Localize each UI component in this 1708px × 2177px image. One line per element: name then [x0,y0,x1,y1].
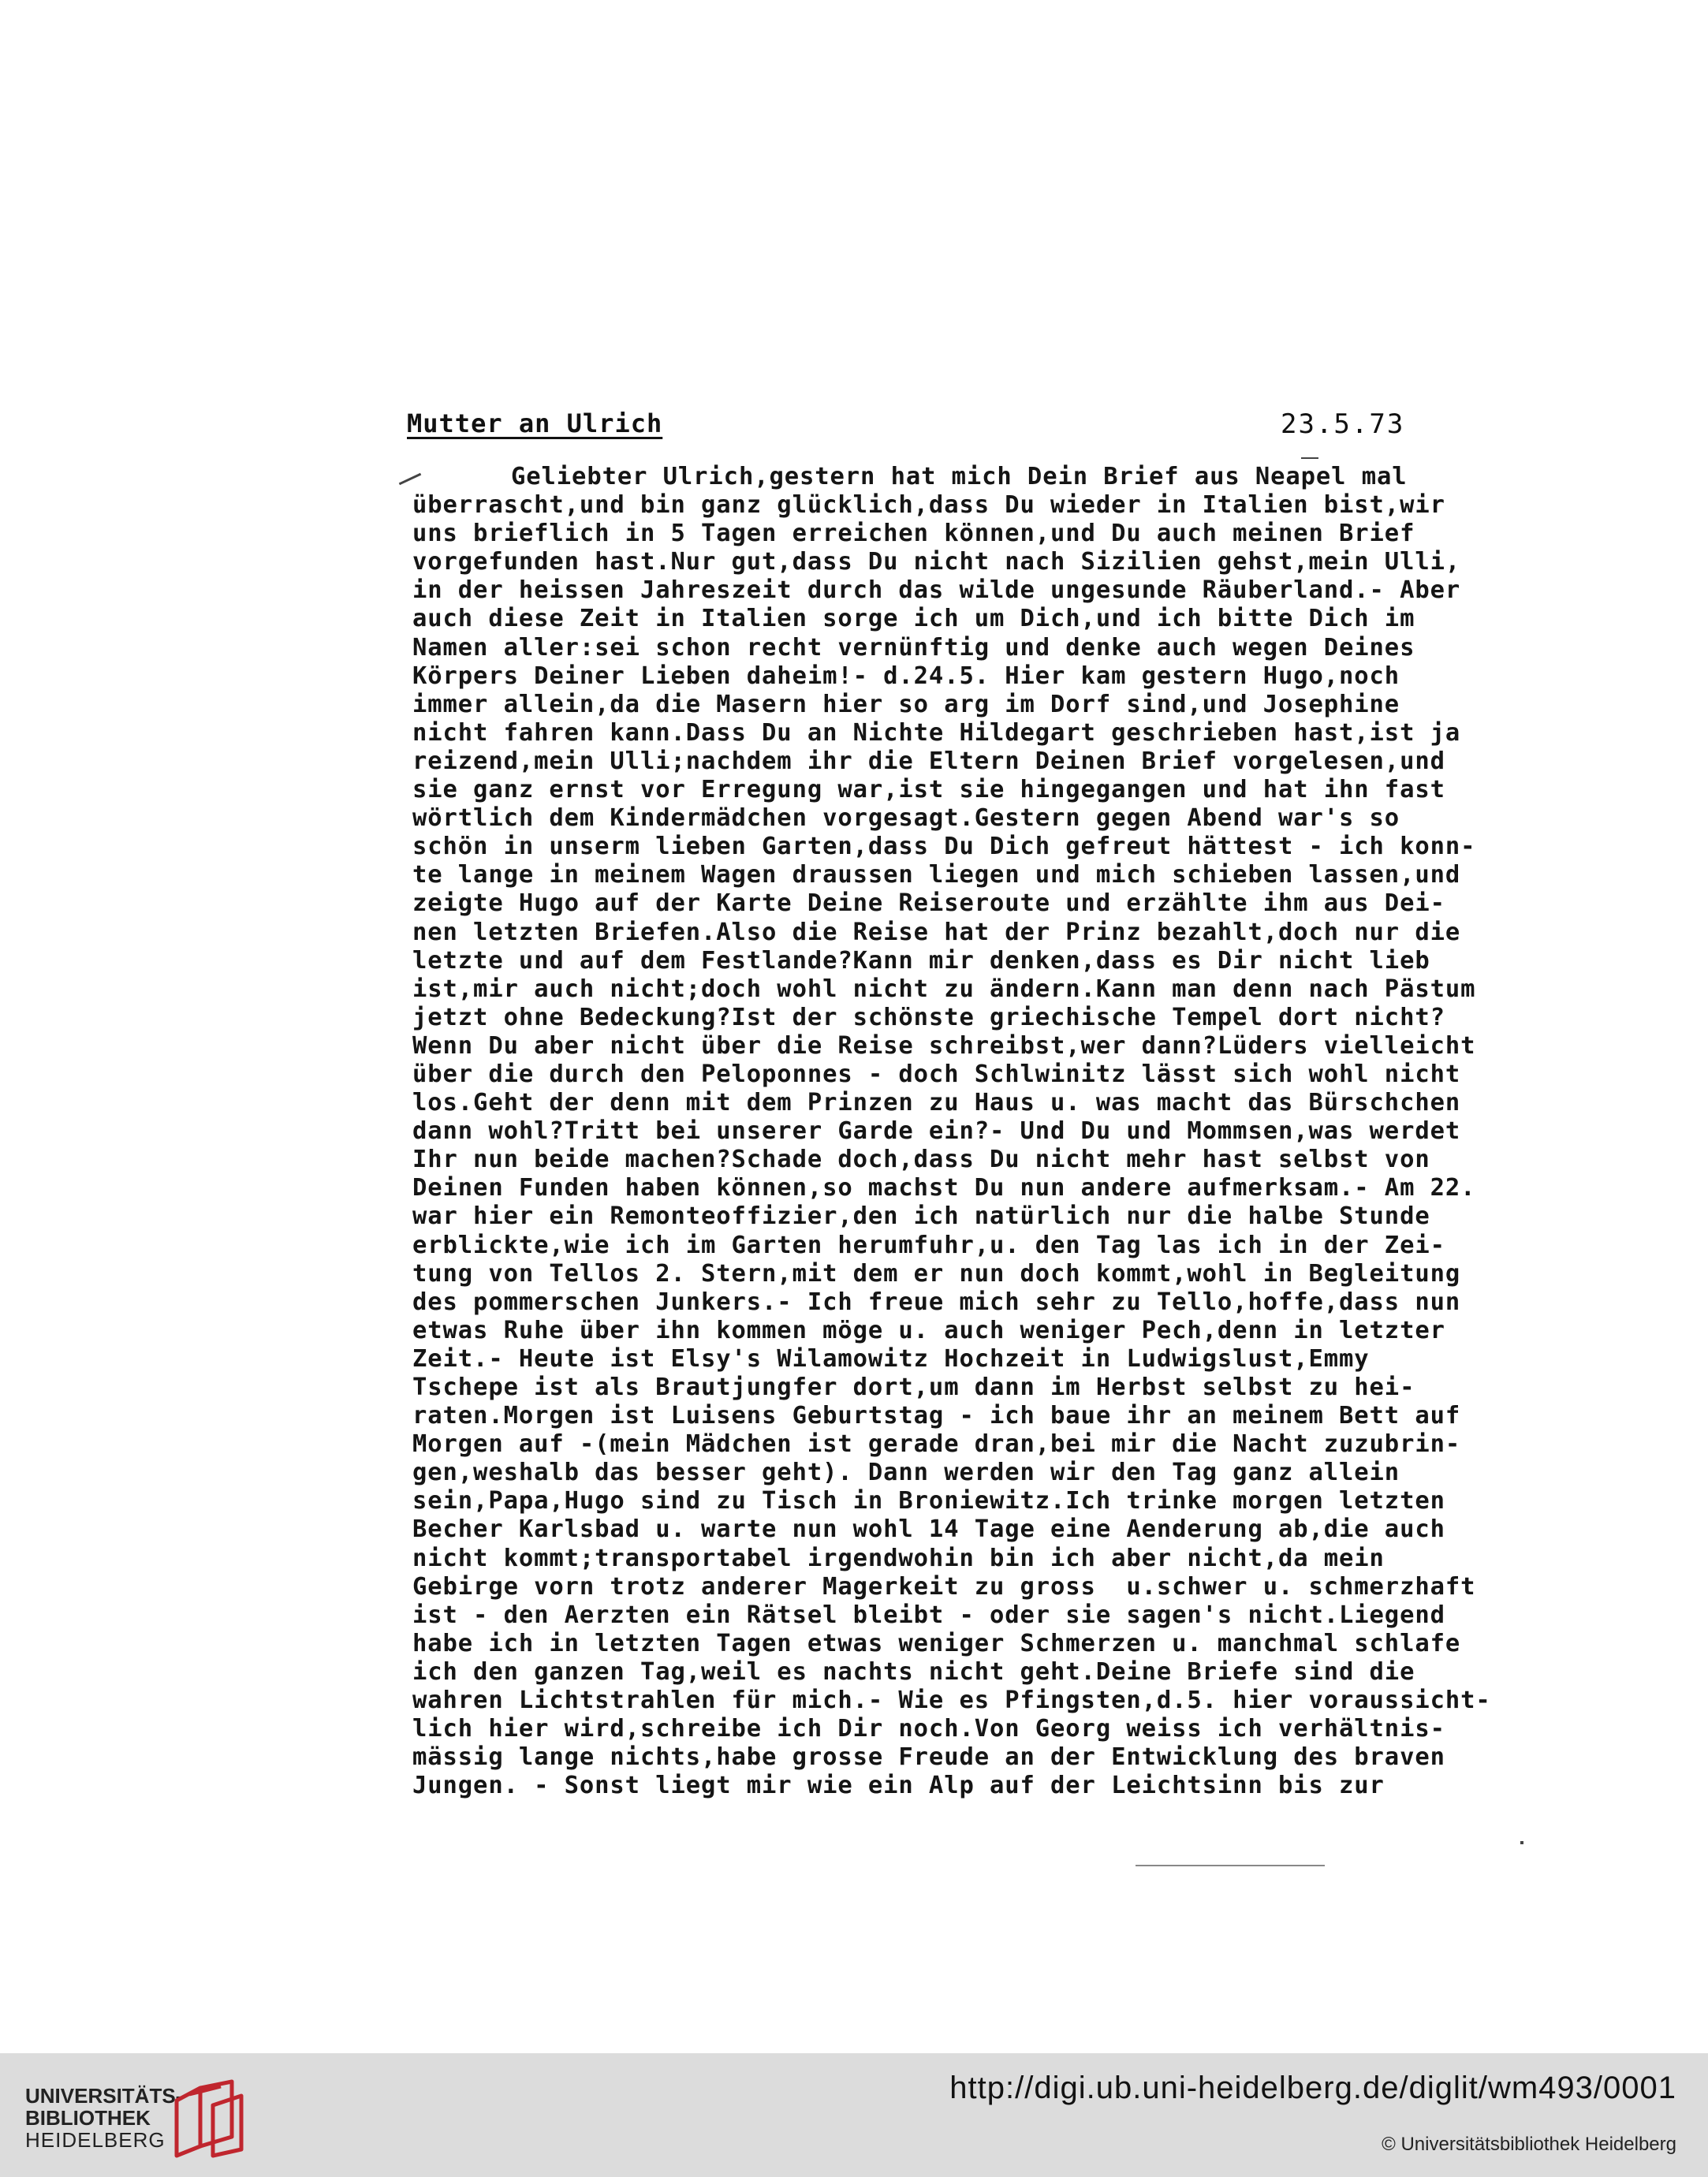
letter-line: ist - den Aerzten ein Rätsel bleibt - oder sie sagen's nicht.Liegend [412,1601,1445,1629]
letter-line: nicht fahren kann.Dass Du an Nichte Hildegart geschrieben hast,ist ja [412,718,1461,747]
stray-mark [1520,1841,1523,1844]
letter-date: 23.5.73 [1281,408,1405,440]
letter-line: über die durch den Peloponnes - doch Schlwinitz lässt sich wohl nicht [412,1060,1461,1088]
footer-url[interactable]: http://digi.ub.uni-heidelberg.de/diglit/wm493/0001 [949,2071,1676,2105]
letter-line: letzte und auf dem Festlande?Kann mir denken,dass es Dir nicht lieb [412,946,1430,975]
letter-line: gen,weshalb das besser geht). Dann werden wir den Tag ganz allein [412,1459,1400,1487]
library-logo [25,2085,254,2164]
library-name-line3: HEIDELBERG [25,2128,166,2152]
letter-line: Wenn Du aber nicht über die Reise schreibst,wer dann?Lüders vielleicht [412,1031,1476,1060]
letter-line: Tschepe ist als Brautjungfer dort,um dann im Herbst selbst zu hei- [412,1374,1415,1401]
letter-line: wörtlich dem Kindermädchen vorgesagt.Gestern gegen Abend war's so [412,804,1400,833]
letter-line: vorgefunden hast.Nur gut,dass Du nicht nach Sizilien gehst,mein Ulli, [412,548,1461,576]
letter-line: Becher Karlsbad u. warte nun wohl 14 Tage eine Aenderung ab,die auch [412,1515,1445,1544]
letter-line: erblickte,wie ich im Garten herumfuhr,u. den Tag las ich in der Zei- [412,1231,1445,1259]
letter-line: tung von Tellos 2. Stern,mit dem er nun doch kommt,wohl in Begleitung [412,1259,1461,1288]
letter-line: Jungen. - Sonst liegt mir wie ein Alp auf der Leichtsinn bis zur [412,1772,1385,1800]
letter-title: Mutter an Ulrich [407,408,663,438]
footer-bar [0,2053,1708,2177]
letter-line: habe ich in letzten Tagen etwas weniger Schmerzen u. manchmal schlafe [412,1629,1461,1657]
letter-line: ist,mir auch nicht;doch wohl nicht zu ändern.Kann man denn nach Pästum [412,975,1476,1003]
stray-mark [1301,457,1318,459]
letter-body [412,463,1611,1800]
letter-line: nicht kommt;transportabel irgendwohin bin ich aber nicht,da mein [412,1544,1385,1572]
letter-line: Körpers Deiner Lieben daheim!- d.24.5. Hier kam gestern Hugo,noch [412,662,1400,690]
library-name-line1: UNIVERSITÄTS- [25,2084,183,2108]
footer-copyright: © Universitätsbibliothek Heidelberg [1382,2134,1676,2155]
letter-line: los.Geht der denn mit dem Prinzen zu Haus u. was macht das Bürschchen [412,1089,1461,1117]
letter-line: nen letzten Briefen.Also die Reise hat der Prinz bezahlt,doch nur die [412,918,1461,946]
letter-line: jetzt ohne Bedeckung?Ist der schönste griechische Tempel dort nicht? [412,1003,1445,1031]
letter-line: immer allein,da die Masern hier so arg im Dorf sind,und Josephine [412,690,1400,718]
letter-line: überrascht,und bin ganz glücklich,dass Du wieder in Italien bist,wir [412,491,1445,520]
letter-line: te lange in meinem Wagen draussen liegen und mich schieben lassen,und [412,861,1461,889]
letter-line: etwas Ruhe über ihn kommen möge u. auch weniger Pech,denn in letzter [412,1316,1445,1344]
letter-line: uns brieflich in 5 Tagen erreichen können,und Du auch meinen Brief [412,520,1415,548]
letter-line: Gebirge vorn trotz anderer Magerkeit zu gross u.schwer u. schmerzhaft [412,1572,1476,1601]
letter-line: Namen aller:sei schon recht vernünftig und denke auch wegen Deines [412,633,1415,662]
letter-line: auch diese Zeit in Italien sorge ich um Dich,und ich bitte Dich im [412,605,1415,633]
letter-line: in der heissen Jahreszeit durch das wilde ungesunde Räuberland.- Aber [412,576,1461,605]
letter-line: schön in unserm lieben Garten,dass Du Dich gefreut hättest - ich konn- [412,833,1476,861]
letter-line: Zeit.- Heute ist Elsy's Wilamowitz Hochzeit in Ludwigslust,Emmy [412,1344,1370,1373]
letter-line: lich hier wird,schreibe ich Dir noch.Von Georg weiss ich verhältnis- [412,1715,1445,1743]
letter-line: Deinen Funden haben können,so machst Du nun andere aufmerksam.- Am 22. [412,1174,1476,1202]
letter-line: reizend,mein Ulli;nachdem ihr die Eltern Deinen Brief vorgelesen,und [412,747,1445,775]
stray-mark [1136,1865,1325,1866]
letter-line: Morgen auf -(mein Mädchen ist gerade dran,bei mir die Nacht zuzubrin- [412,1430,1461,1459]
letter-line: sein,Papa,Hugo sind zu Tisch in Broniewitz.Ich trinke morgen letzten [412,1487,1445,1515]
letter-line: sie ganz ernst vor Erregung war,ist sie hingegangen und hat ihn fast [412,776,1445,804]
letter-line: des pommerschen Junkers.- Ich freue mich sehr zu Tello,hoffe,dass nun [412,1288,1461,1316]
letter-line: Geliebter Ulrich,gestern hat mich Dein Brief aus Neapel mal [511,463,1408,490]
letter-line: raten.Morgen ist Luisens Geburtstag - ich baue ihr an meinem Bett auf [412,1402,1461,1430]
letter-line: mässig lange nichts,habe grosse Freude an der Entwicklung des braven [412,1743,1445,1772]
letter-line: war hier ein Remonteoffizier,den ich natürlich nur die halbe Stunde [412,1202,1430,1231]
library-book-icon [166,2074,252,2160]
letter-line: dann wohl?Tritt bei unserer Garde ein?- Und Du und Mommsen,was werdet [412,1117,1461,1146]
letter-header [407,408,1424,448]
library-name [25,2085,182,2151]
letter-line: ich den ganzen Tag,weil es nachts nicht geht.Deine Briefe sind die [412,1657,1415,1686]
letter-line: Ihr nun beide machen?Schade doch,dass Du nicht mehr hast selbst von [412,1146,1430,1174]
letter-line: zeigte Hugo auf der Karte Deine Reiseroute und erzählte ihm aus Dei- [412,889,1445,918]
letter-line: wahren Lichtstrahlen für mich.- Wie es Pfingsten,d.5. hier voraussicht- [412,1687,1491,1715]
library-name-line2: BIBLIOTHEK [25,2106,151,2130]
